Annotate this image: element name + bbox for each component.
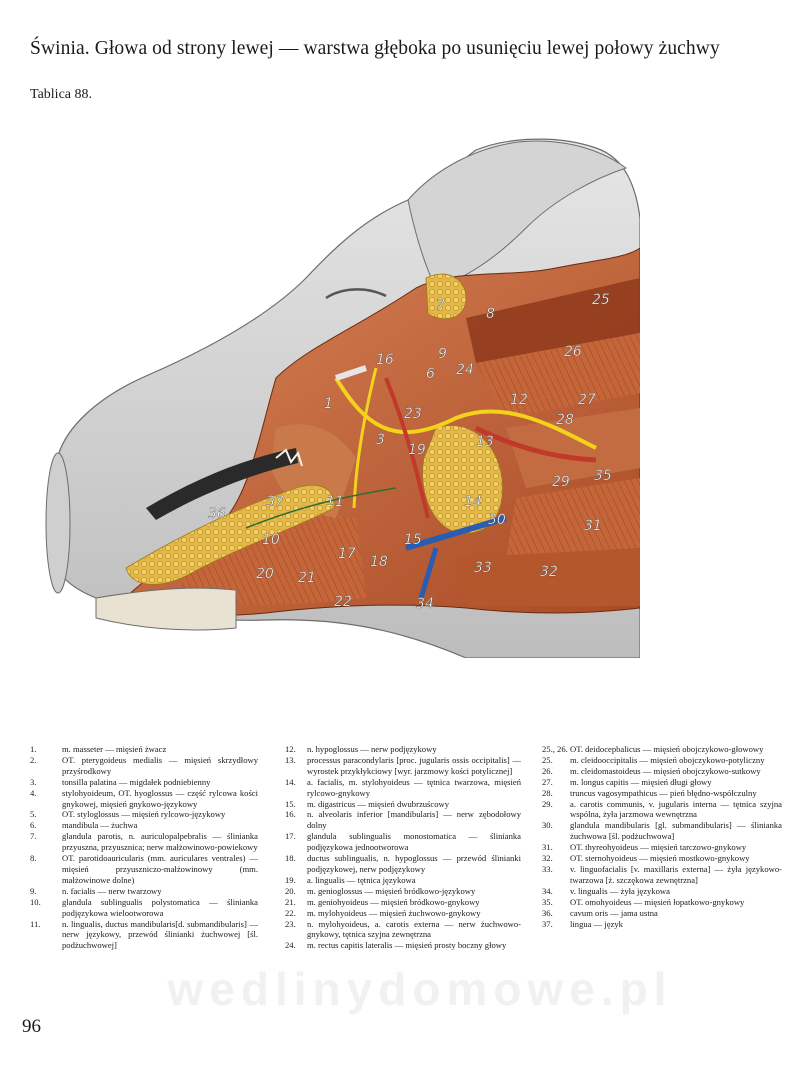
figure-label: 36 [208,506,226,522]
legend-text: OT. styloglossus — mięsień rylcowo-językowy [62,809,226,820]
figure-label: 16 [376,352,394,368]
legend-entry [30,853,258,886]
legend-text: m. mylohyoideus — mięsień żuchwowo-gnykowy [307,907,481,918]
legend-column-1 [30,744,258,951]
page-number: 96 [22,1016,41,1037]
figure-label: 34 [416,596,434,612]
figure-label: 27 [578,392,596,408]
figure-label: 25 [592,292,610,308]
legend-number: 14. [285,776,296,787]
legend-entry [285,875,521,886]
figure-label: 31 [584,518,602,534]
figure-label: 6 [426,366,435,382]
legend-number: 20. [285,885,296,896]
legend-entry [285,919,521,941]
legend-entry [542,766,782,777]
legend-number: 7. [30,831,37,842]
figure-label: 21 [298,570,316,586]
legend-text: n. mylohyoideus, a. carotis externa — nerw żuchwowo-gnykowy, tętnica szyjna zewnętrzna [307,918,521,940]
legend-text: OT. sternohyoideus — mięsień mostkowo-gnykowy [570,853,750,864]
figure-label: 20 [256,566,274,582]
legend-entry [542,755,782,766]
legend-entry [285,886,521,897]
legend-number: 13. [285,754,296,765]
legend-text: a. facialis, m. stylohyoideus — tętnica twarzowa, mięsień rylcowo-gnykowy [307,776,521,798]
legend-number: 8. [30,853,37,864]
figure-label: 19 [408,442,426,458]
legend-entry [285,831,521,853]
legend-number: 5. [30,809,37,820]
legend-entry [30,886,258,897]
legend-entry [30,777,258,788]
legend-entry [285,908,521,919]
legend-number: 2. [30,754,37,765]
legend-text: m. longus capitis — mięsień długi głowy [570,776,712,787]
legend-entry [542,799,782,821]
legend-entry [30,831,258,853]
legend-entry [542,744,782,755]
legend-entry [542,788,782,799]
legend-number: 37. [542,918,553,929]
legend-text: mandibula — żuchwa [62,820,138,831]
legend-entry [542,853,782,864]
legend-entry [285,940,521,951]
legend-entry [285,809,521,831]
legend-entry [285,744,521,755]
legend-number: 12. [285,744,296,754]
watermark: wedlinydomowe.pl [167,963,673,1015]
legend-number: 3. [30,776,37,787]
legend-entry [30,897,258,919]
figure-label: 24 [456,362,474,378]
figure-label: 37 [266,494,284,510]
legend-text: n. hypoglossus — nerw podjęzykowy [307,744,437,754]
legend-number: 31. [542,842,553,853]
legend-entry [30,788,258,810]
legend-entry [30,820,258,831]
legend-number: 9. [30,885,37,896]
legend-text: a. lingualis — tętnica językowa [307,874,416,885]
legend-text: processus paracondylaris [proc. jugularis ossis occipitalis] — wyrostek przykłykciowy [wyr. jarzmowy kości potylicznej] [307,754,521,776]
legend-number: 26. [542,765,553,776]
figure-label: 13 [476,434,494,450]
figure-label: 18 [370,554,388,570]
legend-number: 24. [285,940,296,951]
figure-label: 22 [334,594,352,610]
figure-label: 9 [438,346,447,362]
legend-entry [30,809,258,820]
legend-entry [542,908,782,919]
figure-label: 10 [262,532,280,548]
figure-label: 30 [488,512,506,528]
figure-label: 11 [326,494,344,510]
legend-number: 16. [285,809,296,820]
legend-entry [285,755,521,777]
legend-text: glandula parotis, n. auriculopalpebralis — ślinianka przyuszna, przyusznica; nerw małżowinowo-powiekowy [62,831,258,853]
legend-number: 15. [285,798,296,809]
legend-text: stylohyoideum, OT. hyoglossus — część rylcowa kości gnykowej, mięsień gnykowo-językowy [62,787,258,809]
legend-entry [285,777,521,799]
legend-entry [542,919,782,930]
figure-label: 32 [540,564,558,580]
legend-entry [542,897,782,908]
legend-text: m. cleidomastoideus — mięsień obojczykowo-sutkowy [570,765,761,776]
figure-label: 26 [564,344,582,360]
legend-number: 11. [30,918,41,929]
legend-text: tonsilla palatina — migdałek podniebienny [62,776,211,787]
legend-number: 6. [30,820,37,831]
legend-number: 35. [542,896,553,907]
legend-column-3 [542,744,782,929]
legend-entry [285,799,521,810]
figure-label: 15 [404,532,422,548]
legend-number: 17. [285,831,296,842]
legend-text: m. digastricus — mięsień dwubrzuścowy [307,798,450,809]
legend-number: 10. [30,896,41,907]
legend-text: OT. pterygoideus medialis — mięsień skrzydłowy przyśrodkowy [62,754,258,776]
legend-entry [285,853,521,875]
legend-column-2 [285,744,521,951]
legend-text: OT. thyreohyoideus — mięsień tarczowo-gnykowy [570,842,747,853]
legend-entry [542,820,782,842]
legend-number: 18. [285,853,296,864]
legend-entry [542,777,782,788]
legend-entry [542,842,782,853]
legend-text: truncus vagosympathicus — pień błędno-współczulny [570,787,757,798]
legend-text: v. lingualis — żyła językowa [570,885,670,896]
legend-text: m. cleidooccipitalis — mięsień obojczykowo-potyliczny [570,754,765,765]
figure-label: 1 [324,396,333,412]
legend-number: 19. [285,874,296,885]
figure-label: 28 [556,412,574,428]
legend-text: glandula sublingualis monostomatica — ślinianka podjęzykowa jednootworowa [307,831,521,853]
figure-label: 7 [436,298,445,314]
figure-label: 17 [338,546,356,562]
page-title: Świnia. Głowa od strony lewej — warstwa głęboka po usunięciu lewej połowy żuchwy [30,38,720,59]
legend-number: 22. [285,907,296,918]
legend-number: 30. [542,820,553,831]
legend-number: 27. [542,776,553,787]
legend-text: m. rectus capitis lateralis — mięsień prosty boczny głowy [307,940,507,951]
figure-label: 12 [510,392,528,408]
legend-number: 25., 26. [542,744,568,754]
legend-text: OT. omohyoideus — mięsień łopatkowo-gnykowy [570,896,745,907]
legend-text: a. carotis communis, v. jugularis interna — tętnica szyjna wspólna, żyła jarzmowa wewnętrzna [570,798,782,820]
figure-label: 23 [404,406,422,422]
anatomical-illustration [36,128,640,658]
legend-text: m. masseter — mięsień żwacz [62,744,167,754]
legend-entry [542,864,782,886]
legend-text: lingua — język [570,918,623,929]
figure-label: 35 [594,468,612,484]
legend-text: m. genioglossus — mięsień bródkowo-językowy [307,885,476,896]
legend-number: 1. [30,744,37,754]
legend-number: 25. [542,754,553,765]
legend-number: 23. [285,918,296,929]
legend-number: 21. [285,896,296,907]
figure-label: 8 [486,306,495,322]
plate-number: Tablica 88. [30,87,92,102]
legend-text: v. linguofacialis [v. maxillaris externa] — żyła językowo-twarzowa [ż. szczękowa zewnętrzna] [570,863,782,885]
legend-text: glandula mandibularis [gl. submandibularis] — ślinianka żuchwowa [śl. podżuchwowa] [570,820,782,842]
legend-text: OT. deidocepbalicus — mięsień obojczykowo-głowowy [570,744,764,754]
legend-entry [542,886,782,897]
legend-number: 29. [542,798,553,809]
legend-text: m. geniohyoideus — mięsień bródkowo-gnykowy [307,896,480,907]
legend-entry [285,897,521,908]
legend-text: n. facialis — nerw twarzowy [62,885,162,896]
legend-text: ductus sublingualis, n. hypoglossus — przewód ślinianki podjęzykowej, nerw podjęzykowy [307,853,521,874]
legend-number: 33. [542,863,553,874]
legend-number: 34. [542,885,553,896]
figure-label: 29 [552,474,570,490]
figure-label: 14 [464,494,482,510]
legend-number: 4. [30,787,37,798]
legend-number: 28. [542,787,553,798]
legend-text: cavum oris — jama ustna [570,907,658,918]
figure-label: 3 [376,432,385,448]
figure-label: 33 [474,560,492,576]
legend-text: OT. parotidoauricularis (mm. auriculares ventrales) — mięsień przyuszniczo-małżowinowy (mm. małżowinowe dolne) [62,853,258,885]
legend-text: n. lingualis, ductus mandibularis[d. submandibularis] — nerw językowy, przewód ślinianki żuchwowej [śl. podżuchwowej] [62,918,258,951]
legend-entry [30,755,258,777]
legend-number: 32. [542,853,553,864]
legend-text: n. alveolaris inferior [mandibularis] — nerw zębodołowy dolny [307,809,521,831]
legend-entry [30,744,258,755]
legend-number: 36. [542,907,553,918]
legend-entry [30,919,258,952]
legend-text: glandula sublingualis polystomatica — ślinianka podjęzykowa wielootworowa [62,896,258,918]
